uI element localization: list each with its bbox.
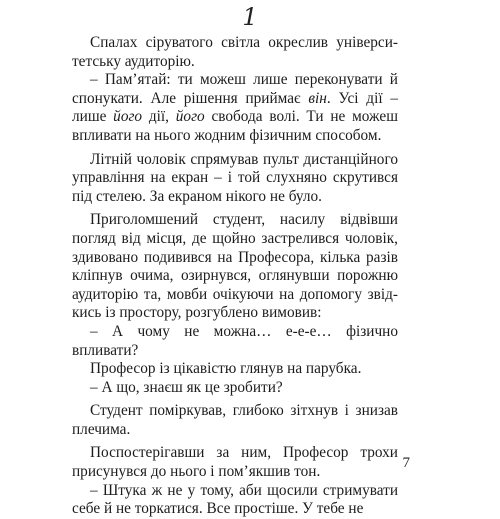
paragraph: Літній чоловік спрямував пульт дистанційного управління на екран – і той слухняно скрутився під стелею. За екраном нікого не було.	[72, 150, 398, 205]
page-number: 7	[402, 455, 410, 471]
paragraph: Спалах сіруватого світла окреслив університетську аудиторію.	[72, 34, 398, 70]
body-text	[72, 34, 398, 519]
paragraph: Поспостерігавши за ним, Професор трохи присунувся до нього і пом’якшив тон.	[72, 444, 398, 481]
paragraph: Професор із цікавістю глянув на парубка.	[90, 360, 362, 378]
emphasized-word: його	[113, 108, 143, 126]
paragraph: Студент поміркував, глибоко зітхнув і знизав плечима.	[72, 402, 398, 438]
paragraph: – Штука ж не у тому, аби щосили стримувати себе й не торкатися. Все простіше. У тебе не	[72, 481, 398, 518]
paragraph: Приголомшений студент, насилу відвівши погляд від місця, де щойно застрелився чоловік, здивовано подивився на Професора, кілька разів кліпнув очима, озирнувся, оглянувши порожню аудиторію та, мовби очікуючи на допомогу звідкись із простору, розгублено вимовив:	[72, 211, 398, 322]
emphasized-word: його	[175, 108, 205, 126]
paragraph: – А чому не можна… е-е-е… фізично впливати?	[72, 322, 398, 359]
chapter-number: 1	[242, 3, 258, 31]
paragraph: – Пам’ятай: ти можеш лише переконувати й спонукати. Але рішення приймає він. Усі дії – лише його дії, його свобода волі. Ти не можеш впливати на нього жодним фізичним способом.	[72, 71, 398, 144]
emphasized-word: він	[308, 89, 327, 107]
paragraph: – А що, знаєш як це зробити?	[90, 378, 283, 396]
